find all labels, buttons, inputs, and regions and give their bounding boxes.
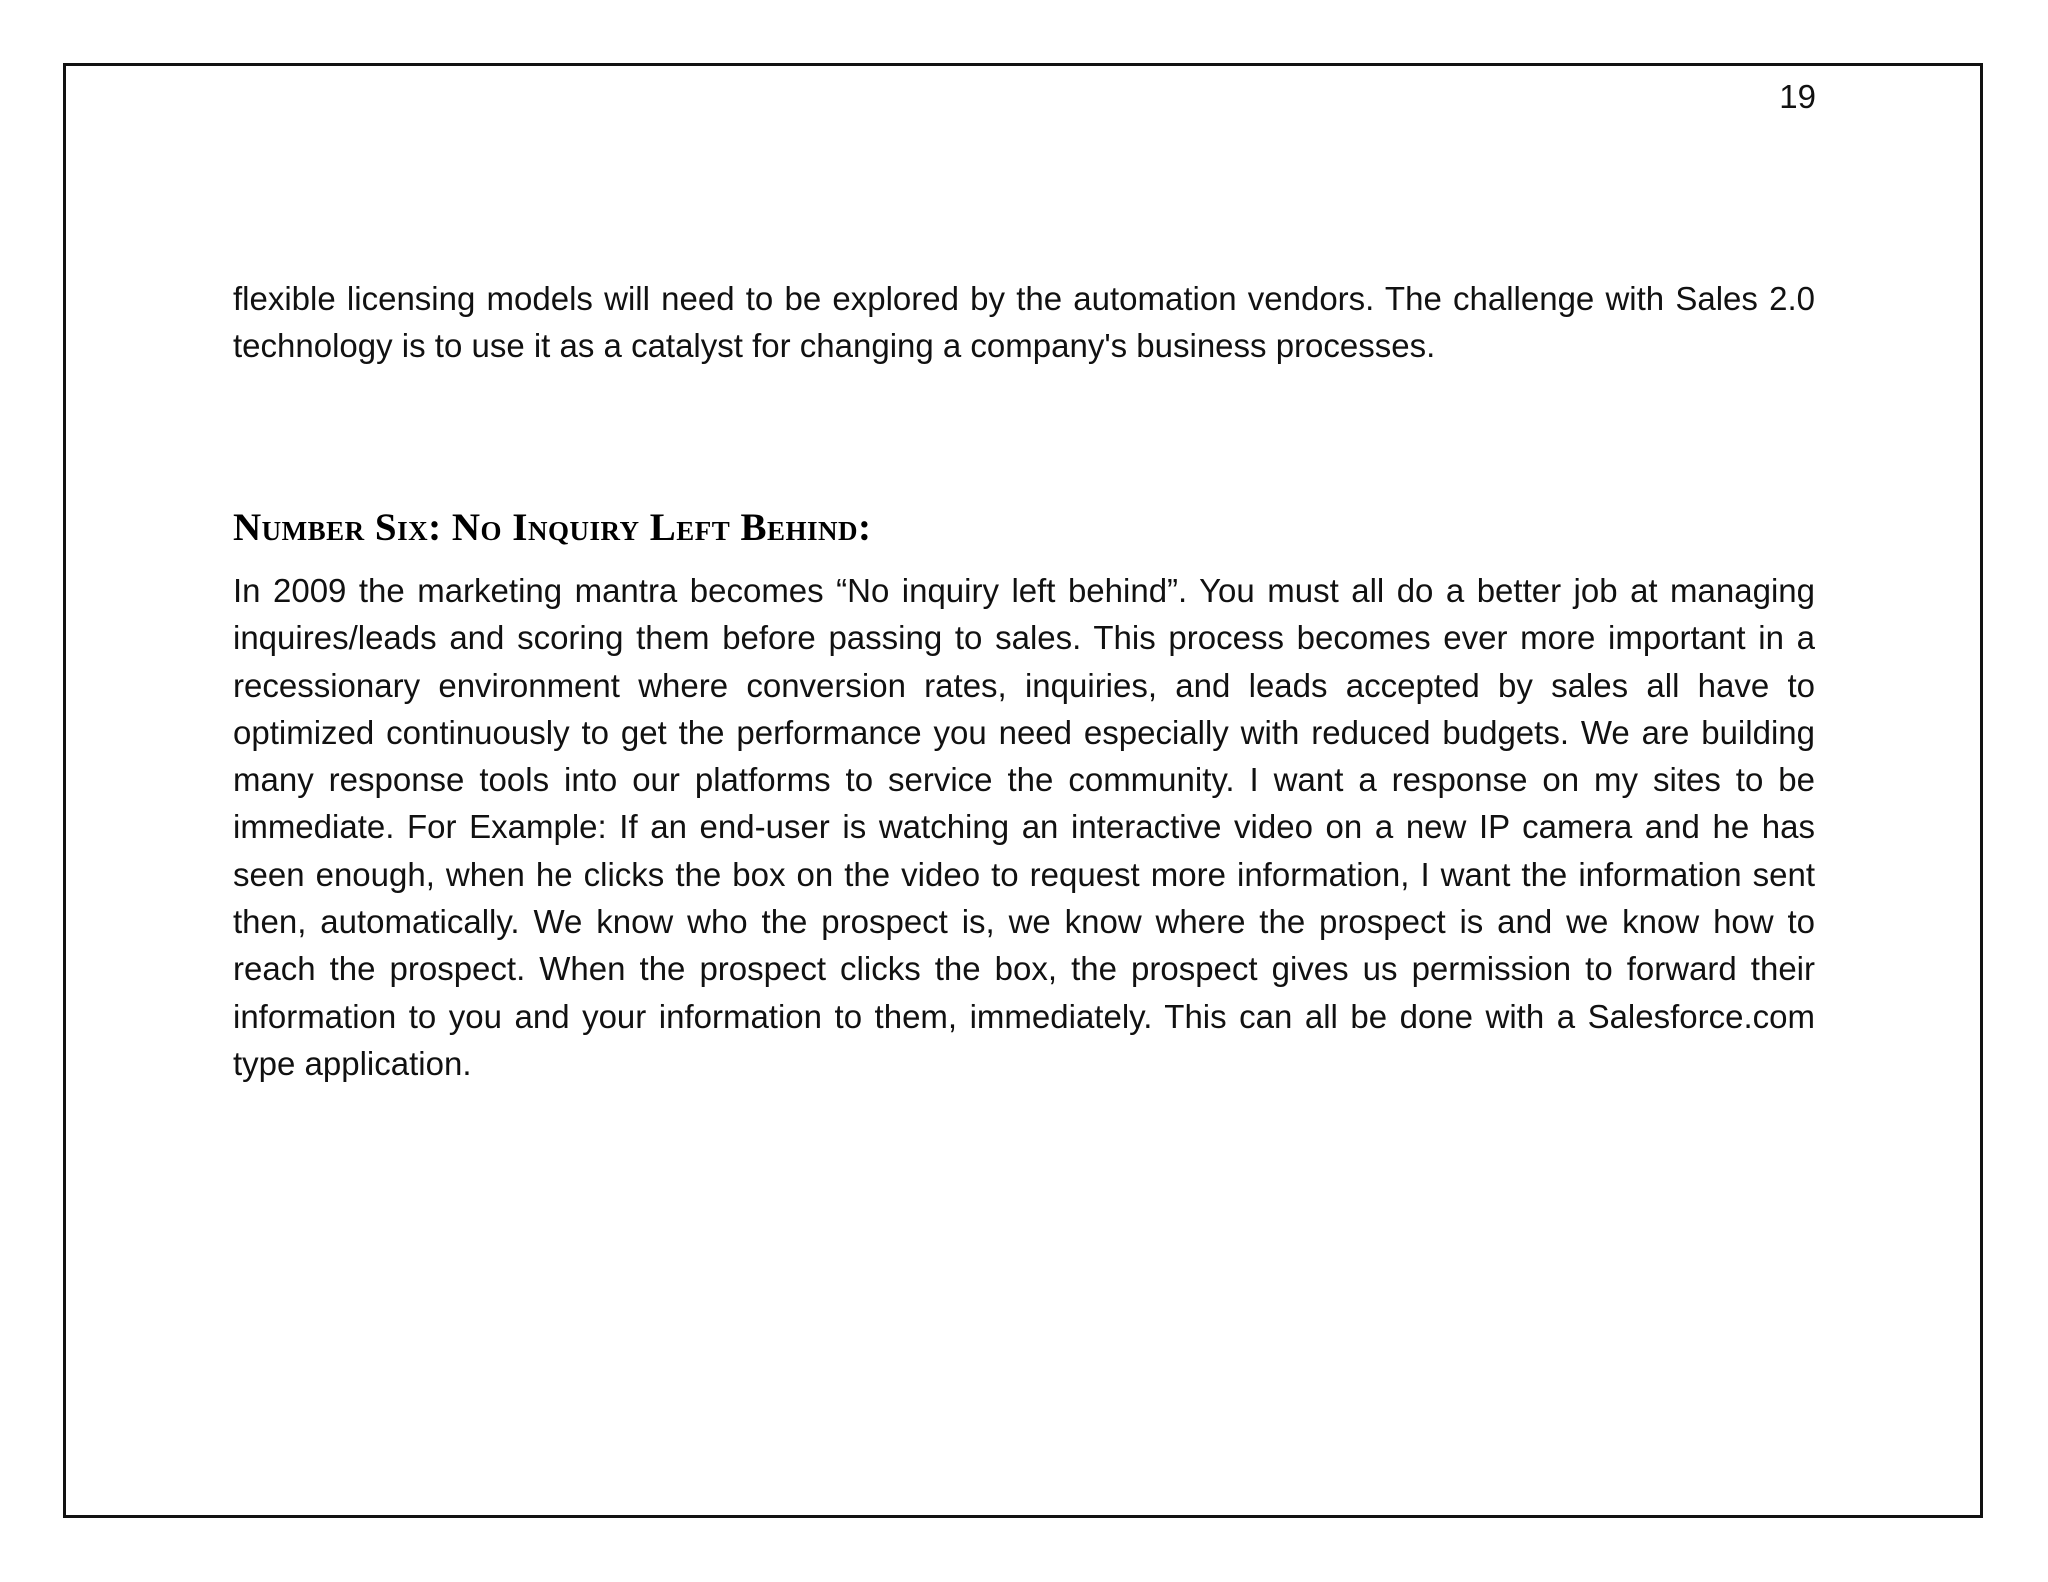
intro-paragraph-block: [233, 275, 1815, 370]
page-number: 19: [1779, 78, 1816, 115]
section-heading: Number Six: No Inquiry Left Behind:: [233, 506, 872, 549]
section-body-paragraph: In 2009 the marketing mantra becomes “No inquiry left behind”. You must all do a better job at managing inquires/leads and scoring them before passing to sales. This process becomes ever more important in a recessionary environment where conversion rates, inquiries, and leads accepted by sales all have to optimized continuously to get the performance you need especially with reduced budgets. We are building many response tools into our platforms to service the community. I want a response on my sites to be immediate. For Example: If an end-user is watching an interactive video on a new IP camera and he has seen enough, when he clicks the box on the video to request more information, I want the information sent then, automatically. We know who the prospect is, we know where the prospect is and we know how to reach the prospect. When the prospect clicks the box, the prospect gives us permission to forward their information to you and your information to them, immediately. This can all be done with a Salesforce.com type application.: [233, 572, 1815, 1082]
section-body-block: [233, 567, 1815, 1087]
intro-paragraph: flexible licensing models will need to be explored by the automation vendors. The challenge with Sales 2.0 technology is to use it as a catalyst for changing a company's business processes.: [233, 280, 1815, 365]
